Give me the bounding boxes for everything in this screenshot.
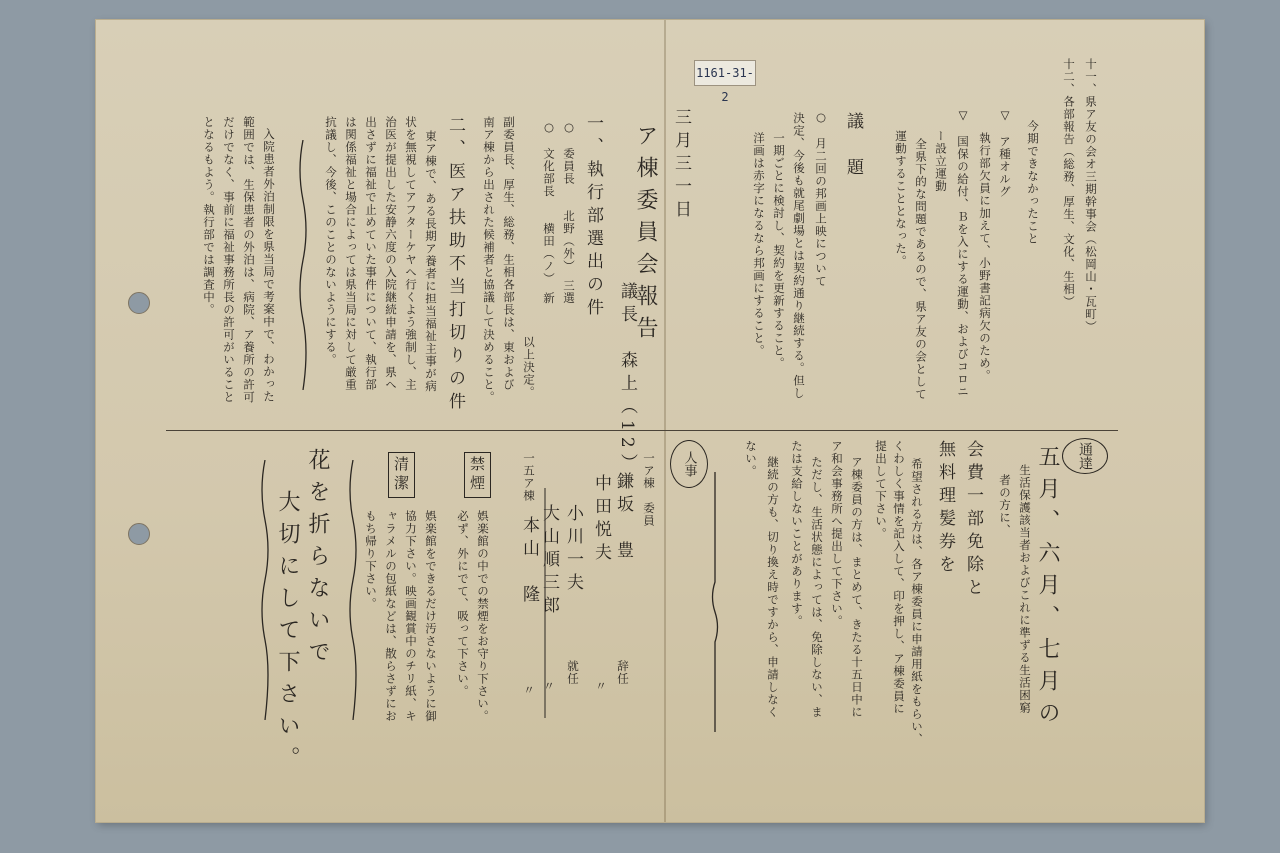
item-1-note-1: 副委員長、厚生、総務、生相各部長は、東および bbox=[502, 116, 516, 391]
personnel-name-1: 鎌坂 豊 bbox=[613, 472, 633, 564]
item-2-para-1: 東ア棟で、ある長期ア養者に担当福祉主事が病 bbox=[424, 130, 438, 393]
no-smoking-text-2: 必ず、外にでて、吸って下さい。 bbox=[456, 510, 470, 698]
no-smoking-text-1: 娯楽館の中での禁煙をお守り下さい。 bbox=[476, 510, 490, 723]
item-1-heading: 一、執行部選出の件 bbox=[583, 114, 603, 321]
selection-1: ○ 委員長 北野（外） 三選 bbox=[562, 120, 576, 305]
personnel-role-5: 〃 bbox=[522, 684, 536, 697]
right-col-11: ○ 月二回の邦画上映について bbox=[814, 110, 828, 288]
personnel-label: 人事 bbox=[681, 451, 697, 477]
center-fold bbox=[664, 20, 666, 822]
notice-line-9: たは支給しないことがあります。 bbox=[790, 440, 804, 628]
notice-line-8: ただし、生活状態によっては、免除しない、ま bbox=[810, 456, 824, 719]
item-2-para-7: 入院患者外泊制限を県当局で考案中で、わかった bbox=[262, 128, 276, 403]
personnel-heading-2: 一五ア棟 bbox=[522, 452, 536, 502]
item-2-para-6: 抗議し、今後、このことのないようにする。 bbox=[324, 116, 338, 366]
document-sheet bbox=[96, 20, 1204, 822]
report-date: 三月三一日 bbox=[671, 108, 691, 223]
right-col-7: ー設立運動 bbox=[934, 130, 948, 193]
right-col-2: 十二、各部報告（総務、厚生、文化、生相） bbox=[1062, 58, 1076, 308]
decorative-wave bbox=[346, 460, 360, 720]
decorative-wave bbox=[708, 472, 722, 732]
flowers-line-2: 大切にして下さい。 bbox=[275, 490, 300, 778]
item-2-para-3: 治医が提出した安静六度の入院継続申請を、県へ bbox=[384, 116, 398, 391]
cleanliness-text-1: 娯楽館をできるだけ汚さないように御 bbox=[424, 510, 438, 723]
right-col-13: 一期ごとに検討し、契約を更新すること。 bbox=[772, 132, 786, 370]
personnel-name-2: 中田悦夫 bbox=[591, 474, 611, 566]
right-col-14: 洋画は赤字になるなら邦画にすること。 bbox=[752, 132, 766, 357]
flowers-line-1: 花を折らないで bbox=[305, 448, 330, 672]
right-col-8: 全県下的な問題であるので、県ア友の会として bbox=[914, 138, 928, 401]
item-2-para-5: は関係福祉と場合によっては県当局に対して厳重 bbox=[344, 116, 358, 391]
cleanliness-text-4: もち帰り下さい。 bbox=[364, 510, 378, 610]
notice-line-11: ない。 bbox=[744, 440, 758, 478]
notice-badge bbox=[1062, 438, 1108, 474]
personnel-role-1: 辞任 bbox=[616, 660, 630, 685]
cleanliness-label: 清潔 bbox=[388, 452, 415, 498]
punch-hole bbox=[128, 292, 150, 314]
notice-line-3: 希望される方は、各ア棟委員に申請用紙をもらい、 bbox=[910, 458, 924, 746]
right-col-6: ▽ 国保の給付、Ｂを入にする運動、およびコロニ bbox=[956, 108, 970, 398]
decorative-wave bbox=[258, 460, 272, 720]
notice-line-4: くわしく事情を記入して、印を押し、ア棟委員に bbox=[892, 440, 906, 715]
cleanliness-text-2: 協力下さい。映画観賞中のチリ紙、キ bbox=[404, 510, 418, 723]
punch-hole bbox=[128, 523, 150, 545]
notice-line-1: 生活保護該当者およびこれに準ずる生活困窮 bbox=[1018, 464, 1032, 714]
archive-stamp: 1161-31-2 bbox=[694, 60, 756, 86]
personnel-role-4: 〃 bbox=[542, 680, 556, 693]
notice-headline: 五月、六月、七月の bbox=[1035, 445, 1060, 733]
right-col-5: 執行部欠員に加えて、小野書記病欠のため。 bbox=[978, 132, 992, 382]
report-chair: 議長 森上（12） bbox=[617, 282, 637, 477]
notice-emphasis-2: 無料理髪券を bbox=[935, 440, 955, 578]
notice-line-10: 継続の方も、切り換え時ですから、申請しなく bbox=[766, 456, 780, 719]
item-2-para-2: 状を無視してアフターケヤへ行くよう強制し、主 bbox=[404, 116, 418, 391]
personnel-name-5: 本山 隆 bbox=[519, 516, 539, 608]
personnel-role-2: 〃 bbox=[594, 680, 608, 693]
item-2-heading: 二、医ア扶助不当打切りの件 bbox=[445, 116, 465, 415]
right-col-1: 十一、県ア友の会オ三期幹事会（松岡山・瓦町） bbox=[1084, 58, 1098, 333]
right-col-12: 決定、今後も就尾劇場とは契約通り継続する。但し bbox=[792, 112, 806, 400]
right-col-3: 今期できなかったこと bbox=[1026, 120, 1040, 245]
notice-line-2: 者の方に、 bbox=[998, 474, 1012, 537]
item-2-para-4: 出さずに福祉で止めていた事件について、執行部 bbox=[364, 116, 378, 391]
section-divider bbox=[166, 430, 1118, 431]
right-col-9: 運動することとなった。 bbox=[894, 130, 908, 268]
item-2-para-9: だけでなく、事前に福祉事務所長の許可がいること bbox=[222, 116, 236, 404]
personnel-heading-1: 一ア棟 委員 bbox=[642, 452, 656, 527]
no-smoking-label: 禁煙 bbox=[464, 452, 491, 498]
cleanliness-text-3: ャラメルの包紙などは、散らさずにお bbox=[384, 510, 398, 723]
notice-line-6: ア棟委員の方は、まとめて、きたる十五日中に bbox=[850, 456, 864, 719]
item-2-para-10: となるもよう。執行部では調査中。 bbox=[202, 116, 216, 316]
item-2-para-8: 範囲では、生保患者の外泊は、病院、ア養所の許可 bbox=[242, 116, 256, 404]
item-1-note-2: 南ア棟から出された候補者と協議して決めること。 bbox=[482, 116, 496, 404]
personnel-badge bbox=[670, 440, 708, 488]
notice-label: 通達 bbox=[1077, 442, 1093, 470]
right-col-4: ▽ ア種オルグ bbox=[998, 108, 1012, 198]
decided-note: 以上決定。 bbox=[522, 336, 536, 399]
decorative-wave bbox=[296, 140, 310, 390]
personnel-name-4: 大山順三郎 bbox=[539, 504, 559, 619]
selection-2: ○ 文化部長 横田（ノ） 新 bbox=[542, 120, 556, 305]
decorative-rule bbox=[542, 488, 548, 718]
personnel-role-3: 就任 bbox=[566, 660, 580, 685]
agenda-heading: 議 題 bbox=[843, 112, 863, 181]
notice-emphasis-1: 会費一部免除と bbox=[963, 440, 983, 601]
report-title: ア棟委員会報告 bbox=[633, 124, 658, 348]
personnel-name-3: 小川一夫 bbox=[563, 504, 583, 596]
notice-line-5: 提出して下さい。 bbox=[874, 440, 888, 540]
notice-line-7: ア和会事務所へ提出して下さい。 bbox=[830, 440, 844, 628]
